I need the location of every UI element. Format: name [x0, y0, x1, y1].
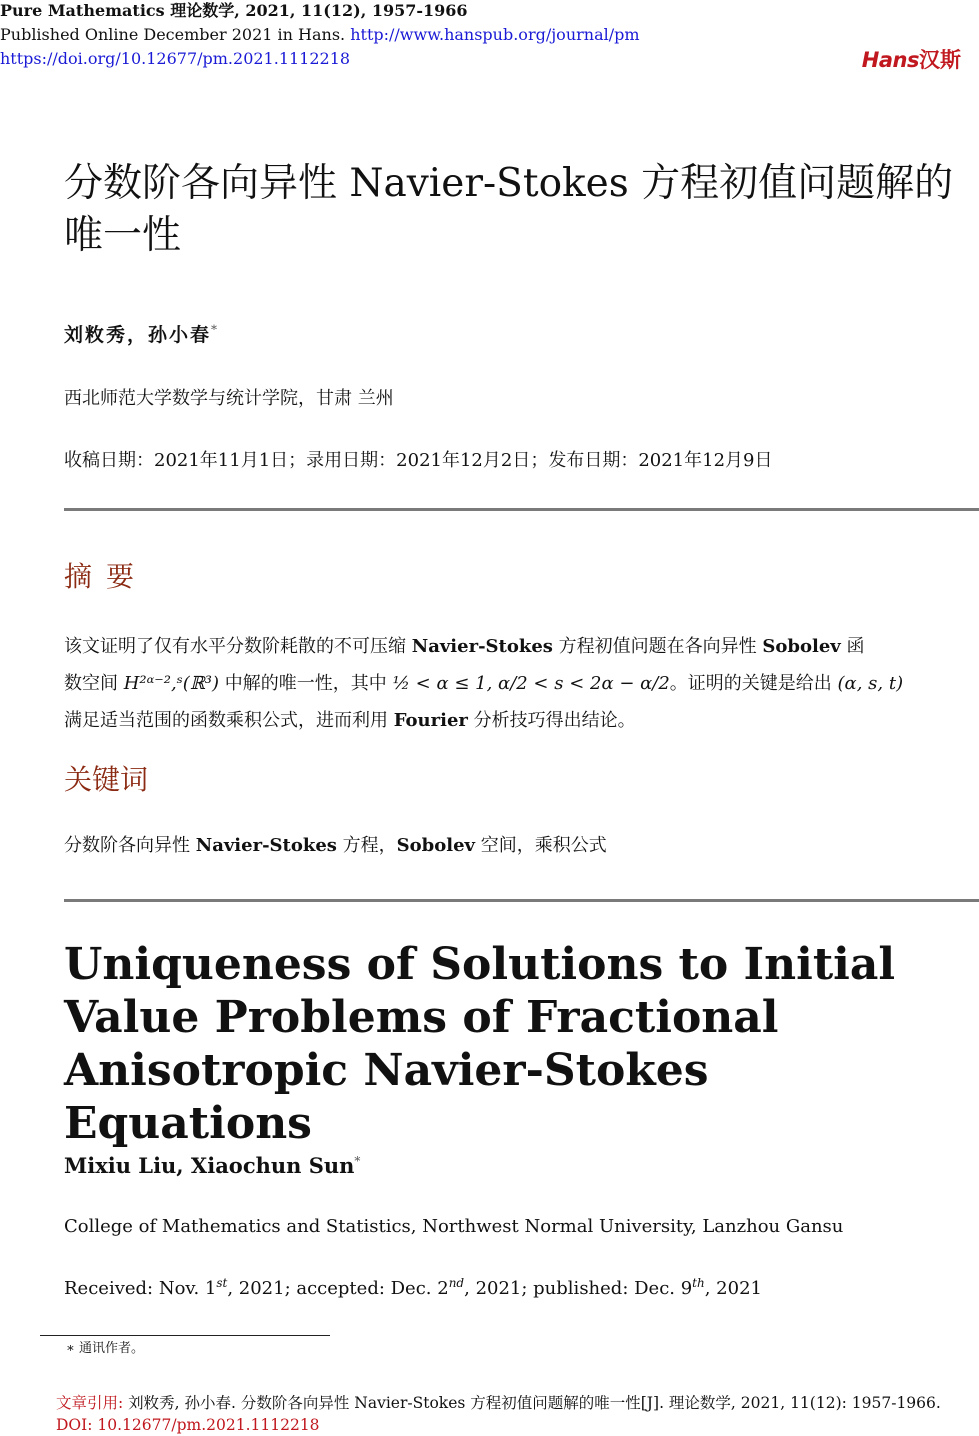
keyword-term: Sobolev [396, 835, 476, 856]
abstract-term: Fourier [393, 710, 468, 731]
abstract-text: 函 [840, 636, 865, 657]
cn-author-names: 刘敉秀，孙小春 [64, 324, 212, 346]
abstract-math: (α, s, t) [837, 673, 904, 694]
hans-logo [862, 44, 961, 74]
en-title: Uniqueness of Solutions to Initial Value Problems of Fractional Anisotropic Navier-Stokes Equations [64, 939, 896, 1149]
abstract-line-1 [64, 628, 964, 665]
en-dates [64, 1276, 762, 1299]
abstract-math: ½ < α ≤ 1, α/2 < s < 2α − α/2 [392, 673, 670, 694]
citation-text: 刘敉秀, 孙小春. 分数阶各向异性 Navier-Stokes 方程初值问题解的唯一性[J]. 理论数学, 2021, 11(12): 1957-1966. [128, 1394, 941, 1412]
abstract-math: H²ᵅ⁻²,ˢ(ℝ³) [123, 673, 220, 694]
abstract-text: 数空间 [64, 673, 124, 694]
journal-url-link[interactable]: http://www.hanspub.org/journal/pm [350, 25, 640, 44]
published-text: Published Online December 2021 in Hans. [0, 25, 351, 44]
keyword-term: Navier-Stokes [195, 835, 337, 856]
citation-doi-link[interactable]: DOI: 10.12677/pm.2021.1112218 [56, 1416, 320, 1434]
en-authors [64, 1153, 360, 1178]
abstract-term: Sobolev [762, 636, 841, 657]
abstract-term: Navier-Stokes [411, 636, 553, 657]
cn-author-mark: * [211, 322, 220, 337]
section-divider [64, 508, 979, 511]
abstract-line-2 [64, 665, 964, 702]
keyword-text: 分数阶各向异性 [64, 835, 196, 856]
ordinal-suffix: st [216, 1276, 228, 1290]
published-line [0, 24, 640, 46]
section-divider [64, 899, 979, 902]
en-dates-text: , 2021 [704, 1278, 762, 1299]
en-author-names: Mixiu Liu, Xiaochun Sun [64, 1153, 355, 1178]
citation [56, 1392, 956, 1436]
en-dates-text: , 2021; accepted: Dec. 2 [227, 1278, 449, 1299]
cn-authors [64, 320, 219, 347]
ordinal-suffix: nd [448, 1276, 465, 1290]
en-dates-text: , 2021; published: Dec. 9 [464, 1278, 693, 1299]
en-dates-text: Received: Nov. 1 [64, 1278, 217, 1299]
en-affiliation: College of Mathematics and Statistics, Northwest Normal University, Lanzhou Gansu [64, 1216, 844, 1237]
keywords-body [64, 831, 607, 857]
logo-cn: 汉斯 [919, 48, 961, 72]
keyword-text: 空间，乘积公式 [475, 835, 607, 856]
keywords-heading: 关键词 [64, 763, 149, 796]
abstract-text: 中解的唯一性，其中 [219, 673, 393, 694]
abstract-text: 。证明的关键是给出 [669, 673, 838, 694]
cn-affiliation: 西北师范大学数学与统计学院，甘肃 兰州 [64, 388, 394, 409]
cn-dates: 收稿日期：2021年11月1日；录用日期：2021年12月2日；发布日期：2021年12月9日 [64, 450, 773, 471]
abstract-body [64, 628, 964, 739]
doi-url-link[interactable]: https://doi.org/10.12677/pm.2021.1112218 [0, 49, 351, 68]
ordinal-suffix: th [692, 1276, 705, 1290]
footnote: ∗ 通讯作者。 [66, 1341, 144, 1356]
footnote-rule [40, 1335, 330, 1336]
en-author-mark: * [354, 1154, 361, 1168]
abstract-text: 该文证明了仅有水平分数阶耗散的不可压缩 [64, 636, 412, 657]
abstract-text: 分析技巧得出结论。 [467, 710, 636, 731]
logo-latin: Hans [861, 48, 919, 72]
abstract-line-3 [64, 702, 964, 739]
abstract-heading: 摘要 [64, 560, 149, 593]
cn-title: 分数阶各向异性 Navier-Stokes 方程初值问题解的唯一性 [64, 161, 954, 258]
abstract-text: 方程初值问题在各向异性 [552, 636, 763, 657]
citation-label: 文章引用: [56, 1394, 129, 1412]
keyword-text: 方程， [336, 835, 397, 856]
abstract-text: 满足适当范围的函数乘积公式，进而利用 [64, 710, 394, 731]
journal-line: Pure Mathematics 理论数学, 2021, 11(12), 1957-1966 [0, 1, 468, 20]
